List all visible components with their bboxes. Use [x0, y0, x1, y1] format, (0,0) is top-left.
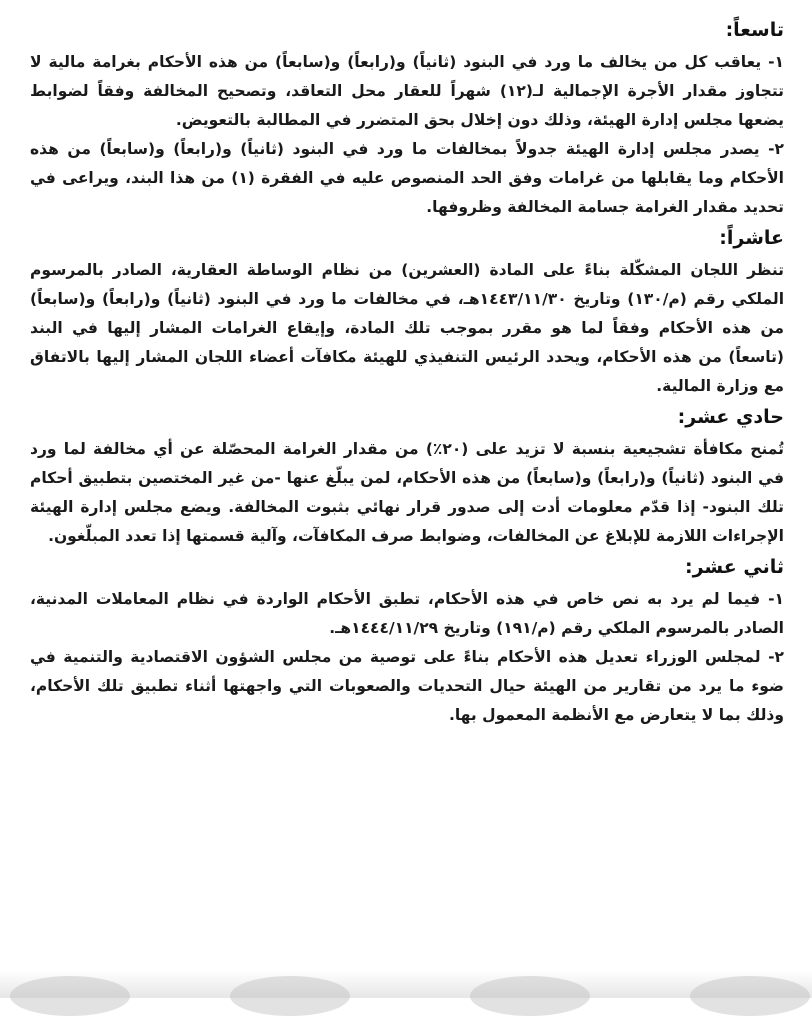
section-eleventh — [30, 405, 784, 551]
section-tenth — [30, 226, 784, 401]
section-heading: عاشراً: — [719, 227, 784, 249]
paragraph: تنظر اللجان المشكّلة بناءً على المادة (العشرين) من نظام الوساطة العقارية، الصادر بالمرسوم الملكي رقم (م/١٣٠) وتاريخ ١٤٤٣/١١/٣٠هـ، في مخالفات ما ورد في البنود (ثانياً) و(رابعاً) و(سابعاً) من هذه الأحكام وفقاً لما هو مقرر بموجب تلك المادة، وإيقاع الغرامات المشار إليها في البند (تاسعاً) من هذه الأحكام، ويحدد الرئيس التنفيذي للهيئة مكافآت أعضاء اللجان المشار إليها بالاتفاق مع وزارة المالية. — [30, 261, 785, 395]
section-ninth — [30, 18, 784, 222]
section-heading: ثاني عشر: — [685, 556, 784, 578]
paragraph: ٢- يصدر مجلس إدارة الهيئة جدولاً بمخالفات ما ورد في البنود (ثانياً) و(رابعاً) و(سابعاً) من هذه الأحكام وما يقابلها من غرامات وفق الحد المنصوص عليه في الفقرة (١) من هذا البند، ويراعى في تحديد مقدار الغرامة جسامة المخالفة وظروفها. — [30, 140, 784, 216]
paragraph: ٢- لمجلس الوزراء تعديل هذه الأحكام بناءً على توصية من مجلس الشؤون الاقتصادية والتنمية في ضوء ما يرد من تقارير من الهيئة حيال التحديات والصعوبات التي واجهتها أثناء تطبيق تلك الأحكام، وذلك بما لا يتعارض مع الأنظمة المعمول بها. — [30, 648, 784, 724]
section-heading: حادي عشر: — [677, 406, 784, 428]
paragraph: ١- يعاقب كل من يخالف ما ورد في البنود (ثانياً) و(رابعاً) و(سابعاً) من هذه الأحكام بغرامة مالية لا تتجاوز مقدار الأجرة الإجمالية لـ(١٢) شهراً للعقار محل التعاقد، وتصحيح المخالفة وفقاً لضوابط يضعها مجلس إدارة الهيئة، وذلك دون إخلال بحق المتضرر في المطالبة بالتعويض. — [30, 53, 784, 129]
section-heading: تاسعاً: — [725, 19, 784, 41]
paragraph: تُمنح مكافأة تشجيعية بنسبة لا تزيد على (٢٠٪) من مقدار الغرامة المحصّلة عن أي مخالفة لما ورد في البنود (ثانياً) و(رابعاً) و(سابعاً) من هذه الأحكام، لمن يبلّغ عنها -من غير المختصين بتطبيق أحكام تلك البنود- إذا قدّم معلومات أدت إلى صدور قرار نهائي بثبوت المخالفة. ويضع مجلس إدارة الهيئة الإجراءات اللازمة للإبلاغ عن المخالفات، وضوابط صرف المكافآت، وآلية قسمتها إذا تعدد المبلّغون. — [30, 440, 784, 545]
paragraph: ١- فيما لم يرد به نص خاص في هذه الأحكام، تطبق الأحكام الواردة في نظام المعاملات المدنية، الصادر بالمرسوم الملكي رقم (م/١٩١) وتاريخ ١٤٤٤/١١/٢٩هـ. — [30, 590, 784, 637]
section-twelfth — [30, 555, 784, 730]
